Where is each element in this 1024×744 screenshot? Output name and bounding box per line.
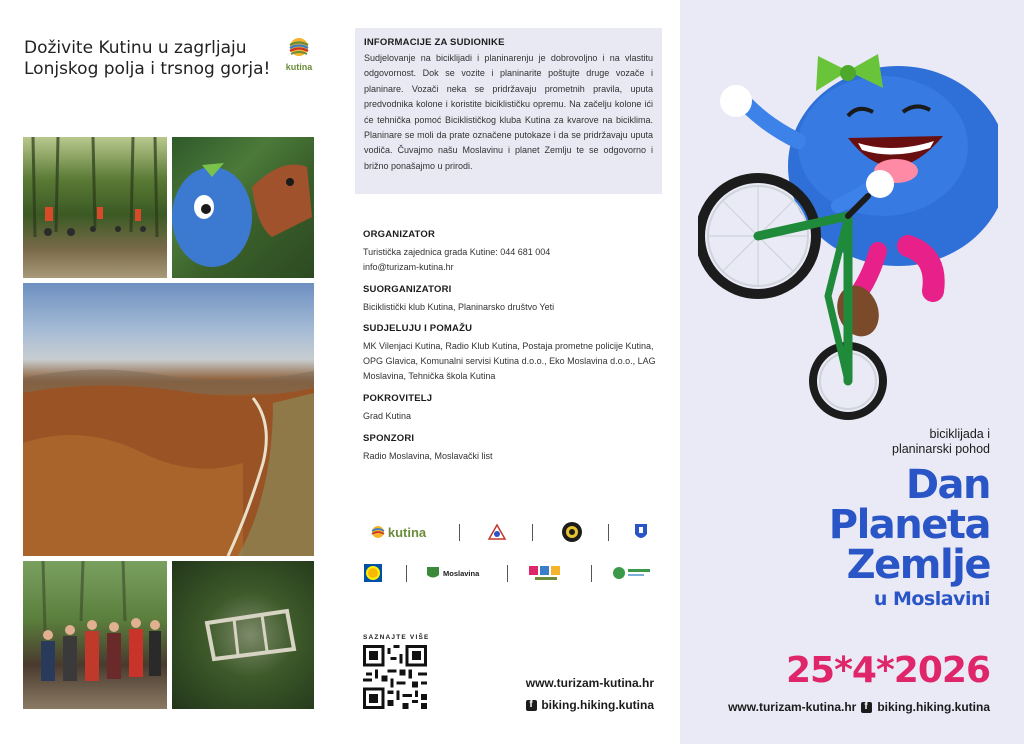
eko-moslavina-logo: [610, 562, 654, 584]
partners-heading: SUDJELUJU I POMAŽU: [363, 323, 473, 334]
opg-emblem-icon: [527, 563, 565, 583]
tagline: [24, 38, 274, 80]
right-panel: [680, 0, 1024, 744]
earth-mascot-on-bike-illustration: [698, 46, 998, 436]
divider: [406, 565, 407, 582]
kutina-sun-icon: [370, 525, 386, 539]
sponsor-logos-row-2: [362, 562, 654, 588]
participant-info-box: [355, 28, 662, 194]
hikers-photo: [23, 561, 167, 709]
qr-label: SAZNAJTE VIŠE: [363, 634, 430, 641]
sponsors-heading: SPONZORI: [363, 433, 415, 444]
eko-moslavina-icon: [611, 564, 653, 582]
divider: [459, 524, 460, 541]
lidl-logo: [362, 562, 384, 584]
coorganizers-heading: SUORGANIZATORI: [363, 284, 452, 295]
forest-cyclists-photo: [23, 137, 167, 278]
hiking-club-logo: [482, 521, 512, 543]
divider: [507, 565, 508, 582]
partners-text: MK Vilenjaci Kutina, Radio Klub Kutina, Postaja prometne policije Kutina, OPG Glavica, Komunalni servisi Kutina d.o.o., Eko Moslavina d.o.o., LAG Moslavina, Tehnička škola Kutina: [363, 341, 656, 381]
lag-moslavina-logo-text: Moslavina: [443, 568, 480, 578]
facebook-icon: [526, 700, 537, 711]
cycling-club-emblem-icon: [561, 521, 583, 543]
info-text: Sudjelovanje na biciklijadi i planinarenju je dobrovoljno i na vlastitu odgovornost. Dok se vozite i planinarite poštujte druge vozače i planinare. Vozači neka se pridržavaju prometnih pravila, uputa predvodnika kolone i koristite biciklističku opremu. Na začelju kolone ići će tehnička pomoć Biciklističkog kluba Kutina za kvarove na biciklima. Planinare se moli da prate označene putokaze i da se pridržavaju uputa vodiča. Čuvajmo našu Moslavinu i planet Zemlju te se odgovorno i brižno ponašajmo u prirodi.: [364, 53, 653, 171]
tagline-line-2: Lonjskog polja i trsnog gorja!: [24, 59, 271, 79]
school-emblem-icon: [633, 522, 649, 542]
facebook-icon: [861, 702, 872, 713]
tagline-line-1: Doživite Kutinu u zagrljaju: [24, 38, 247, 58]
patron-text: Grad Kutina: [363, 411, 412, 421]
kutina-logo-icon: [279, 36, 319, 62]
sponsor-logos-row-1: [362, 521, 654, 547]
hiking-club-emblem-icon: [486, 521, 508, 543]
right-footer: [728, 700, 990, 714]
title-location: u Moslavini: [873, 588, 990, 610]
divider: [591, 565, 592, 582]
subtitle-line-2: planinarski pohod: [892, 442, 990, 456]
coorganizers-section: [363, 284, 663, 315]
info-title: INFORMACIJE ZA SUDIONIKE: [364, 37, 505, 48]
patron-section: [363, 393, 663, 424]
event-title: [828, 462, 990, 611]
title-line-1: Dan: [905, 462, 990, 508]
kutina-tourism-logo-text: kutina: [387, 524, 427, 540]
title-line-2: Planeta: [828, 502, 990, 548]
ruins-aerial-photo: [172, 561, 314, 709]
autumn-hills-photo: [23, 283, 314, 556]
lag-moslavina-logo: [426, 562, 492, 584]
subtitle-line-1: biciklijada i: [929, 427, 990, 441]
lidl-icon: [363, 563, 383, 583]
organizer-email: info@turizam-kutina.hr: [363, 262, 454, 272]
social-handle: biking.hiking.kutina: [541, 698, 654, 712]
website-link-right[interactable]: www.turizam-kutina.hr: [728, 700, 857, 714]
kutina-tourism-logo: [362, 521, 434, 543]
lag-moslavina-icon: [426, 566, 440, 580]
website-link[interactable]: www.turizam-kutina.hr: [525, 676, 654, 690]
social-handle-right[interactable]: biking.hiking.kutina: [877, 700, 990, 714]
sponsors-section: [363, 433, 663, 464]
opg-logo: [526, 562, 566, 584]
divider: [532, 524, 533, 541]
mascot-horse-photo: [172, 137, 314, 278]
patron-heading: POKROVITELJ: [363, 393, 433, 404]
coorganizers-text: Biciklistički klub Kutina, Planinarsko društvo Yeti: [363, 302, 555, 312]
organizer-heading: ORGANIZATOR: [363, 229, 436, 240]
kutina-logo-label: kutina: [285, 62, 313, 72]
sponsors-text: Radio Moslavina, Moslavački list: [363, 451, 493, 461]
organizer-text: Turistička zajednica grada Kutine: 044 681 004: [363, 247, 551, 257]
qr-code-icon[interactable]: [363, 645, 427, 709]
event-subtitle: [892, 427, 990, 457]
kutina-logo: [279, 36, 319, 76]
organizer-section: [363, 229, 663, 275]
divider: [608, 524, 609, 541]
cycling-club-logo: [558, 521, 586, 543]
school-logo: [630, 521, 652, 543]
social-link[interactable]: [490, 698, 654, 712]
title-line-3: Zemlje: [846, 542, 990, 588]
left-panel: [0, 0, 340, 744]
event-date: 25*4*2026: [786, 650, 990, 691]
partners-section: [363, 323, 663, 384]
middle-panel: [340, 0, 680, 744]
